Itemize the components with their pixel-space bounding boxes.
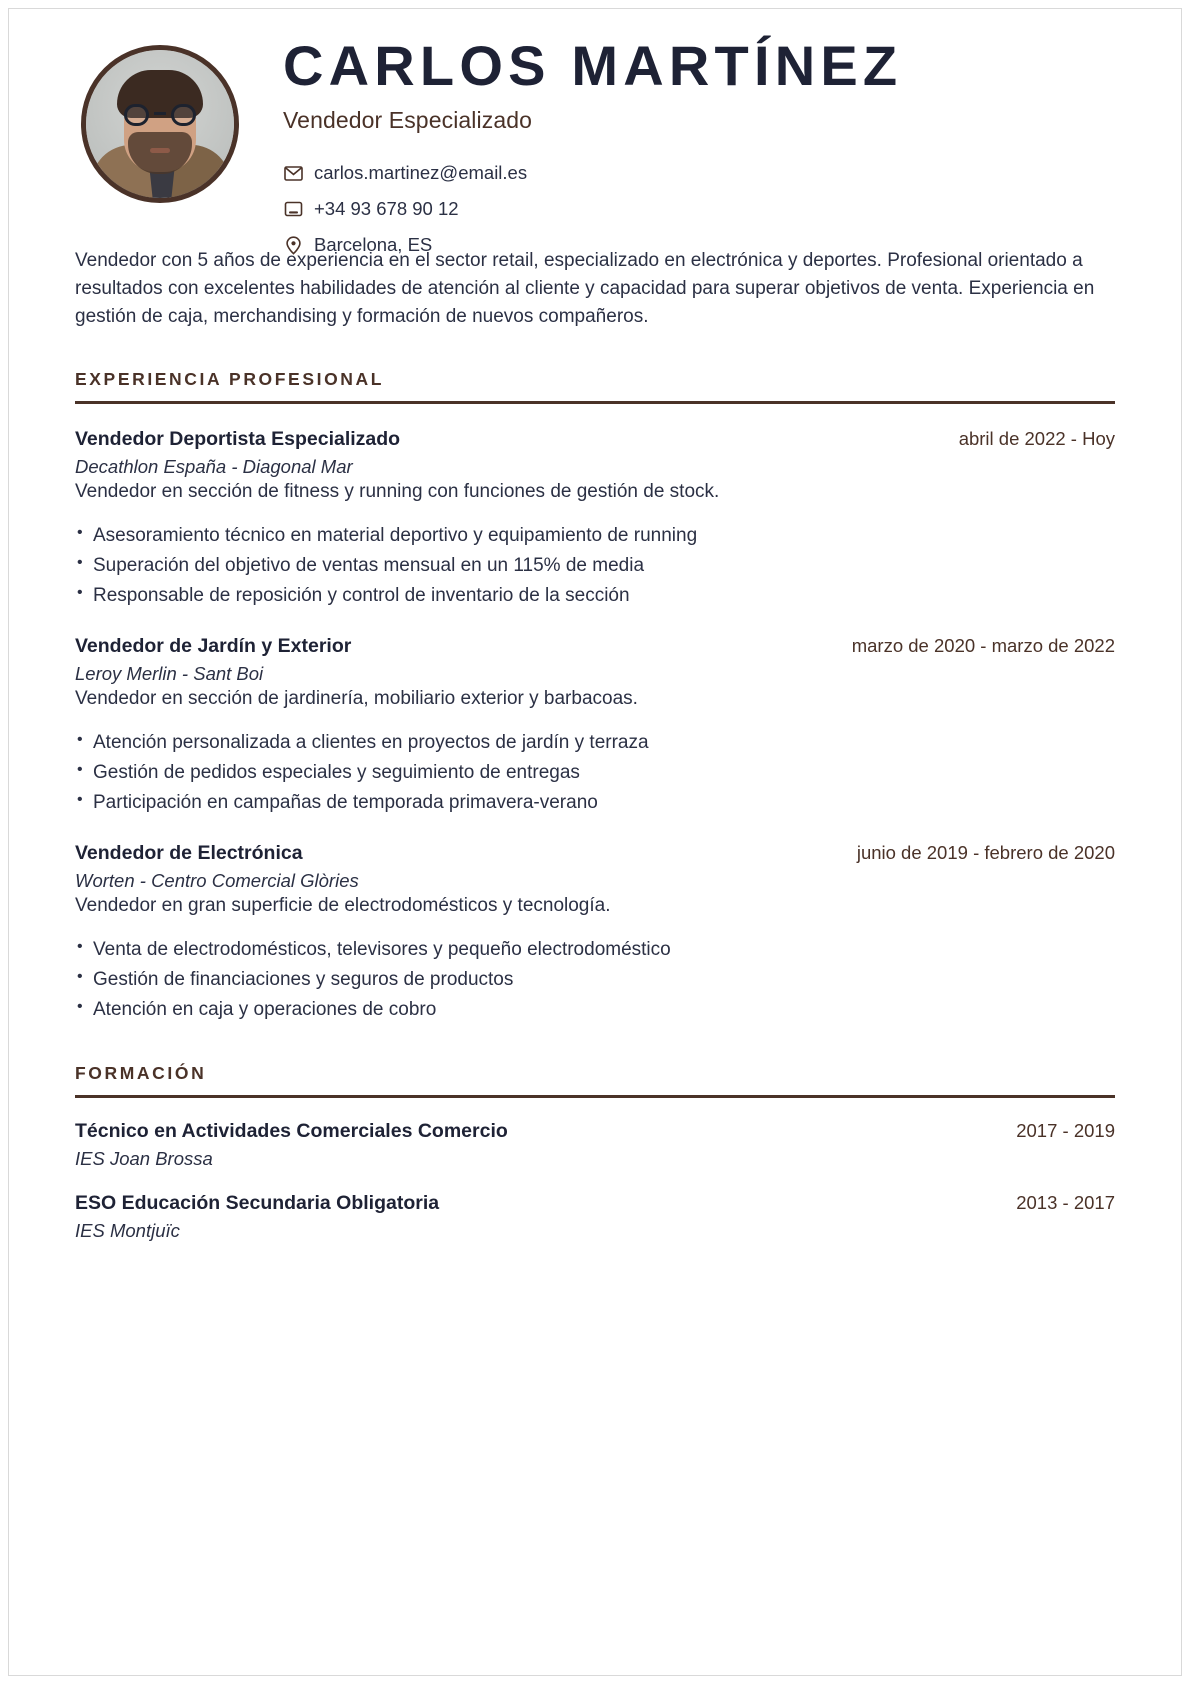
school-name: IES Montjuïc bbox=[75, 1219, 180, 1241]
list-item: • Atención personalizada a clientes en proyectos de jardín y terraza bbox=[75, 728, 1115, 758]
job-description: Vendedor en sección de jardinería, mobiliario exterior y barbacoas. bbox=[75, 687, 638, 709]
resume-header bbox=[75, 31, 1115, 269]
experience-entry bbox=[75, 842, 1115, 1025]
job-organization: Worten - Centro Comercial Glòries bbox=[75, 869, 359, 891]
contact-phone[interactable] bbox=[283, 198, 1115, 220]
section-divider bbox=[75, 1095, 1115, 1098]
resume-page bbox=[8, 8, 1182, 1676]
degree-title: ESO Educación Secundaria Obligatoria bbox=[75, 1191, 440, 1214]
job-organization: Leroy Merlin - Sant Boi bbox=[75, 662, 264, 684]
candidate-role: Vendedor Especializado bbox=[283, 107, 532, 134]
list-item: • Superación del objetivo de ventas mensual en un 115% de media bbox=[75, 551, 1115, 581]
professional-summary: Vendedor con 5 años de experiencia en el sector retail, especializado en electrónica y deportes. Profesional orientado a resultados con excelentes habilidades de atención al cliente y capacidad para superar objetivos de venta. Experiencia en gestión de caja, merchandising y formación de nuevos compañeros. bbox=[75, 250, 1095, 327]
job-bullets bbox=[75, 521, 1115, 611]
list-item: • Venta de electrodomésticos, televisores y pequeño electrodoméstico bbox=[75, 935, 1115, 965]
photo-container bbox=[75, 31, 245, 203]
job-title: Vendedor Deportista Especializado bbox=[75, 427, 401, 450]
resume-content bbox=[75, 31, 1115, 1242]
job-bullets bbox=[75, 935, 1115, 1025]
section-title-education: FORMACIÓN bbox=[75, 1062, 207, 1083]
contact-phone-value: +34 93 678 90 12 bbox=[314, 198, 459, 220]
section-experience bbox=[75, 369, 1115, 1025]
contact-location-value: Barcelona, ES bbox=[314, 234, 433, 256]
education-entry bbox=[75, 1192, 1115, 1242]
envelope-icon bbox=[283, 163, 303, 183]
phone-icon bbox=[283, 199, 303, 219]
contact-email[interactable] bbox=[283, 162, 1115, 184]
list-item: • Atención en caja y operaciones de cobro bbox=[75, 995, 1115, 1025]
profile-photo bbox=[81, 45, 239, 203]
contact-list bbox=[283, 162, 1115, 256]
list-item: • Gestión de pedidos especiales y seguimiento de entregas bbox=[75, 758, 1115, 788]
degree-title: Técnico en Actividades Comerciales Comercio bbox=[75, 1119, 508, 1142]
job-bullets bbox=[75, 728, 1115, 818]
section-divider bbox=[75, 401, 1115, 404]
school-name: IES Joan Brossa bbox=[75, 1147, 213, 1169]
contact-location[interactable] bbox=[283, 234, 1115, 256]
degree-date: 2017 - 2019 bbox=[1016, 1119, 1115, 1141]
job-date: junio de 2019 - febrero de 2020 bbox=[856, 841, 1115, 863]
job-organization: Decathlon España - Diagonal Mar bbox=[75, 455, 353, 477]
list-item: • Participación en campañas de temporada primavera-verano bbox=[75, 788, 1115, 818]
list-item: • Asesoramiento técnico en material deportivo y equipamiento de running bbox=[75, 521, 1115, 551]
header-text-block bbox=[245, 31, 1115, 256]
list-item: • Responsable de reposición y control de inventario de la sección bbox=[75, 581, 1115, 611]
education-entry bbox=[75, 1120, 1115, 1170]
job-title: Vendedor de Jardín y Exterior bbox=[75, 634, 352, 657]
job-date: marzo de 2020 - marzo de 2022 bbox=[851, 634, 1115, 656]
contact-email-value: carlos.martinez@email.es bbox=[314, 162, 528, 184]
job-title: Vendedor de Electrónica bbox=[75, 841, 303, 864]
location-pin-icon bbox=[283, 235, 303, 255]
degree-date: 2013 - 2017 bbox=[1016, 1191, 1115, 1213]
job-date: abril de 2022 - Hoy bbox=[958, 427, 1115, 449]
job-description: Vendedor en gran superficie de electrodomésticos y tecnología. bbox=[75, 894, 611, 916]
candidate-name: CARLOS MARTÍNEZ bbox=[283, 34, 903, 97]
experience-entry bbox=[75, 428, 1115, 611]
list-item: • Gestión de financiaciones y seguros de productos bbox=[75, 965, 1115, 995]
section-title-experience: EXPERIENCIA PROFESIONAL bbox=[75, 368, 385, 389]
section-education bbox=[75, 1063, 1115, 1242]
experience-entry bbox=[75, 635, 1115, 818]
job-description: Vendedor en sección de fitness y running con funciones de gestión de stock. bbox=[75, 480, 720, 502]
